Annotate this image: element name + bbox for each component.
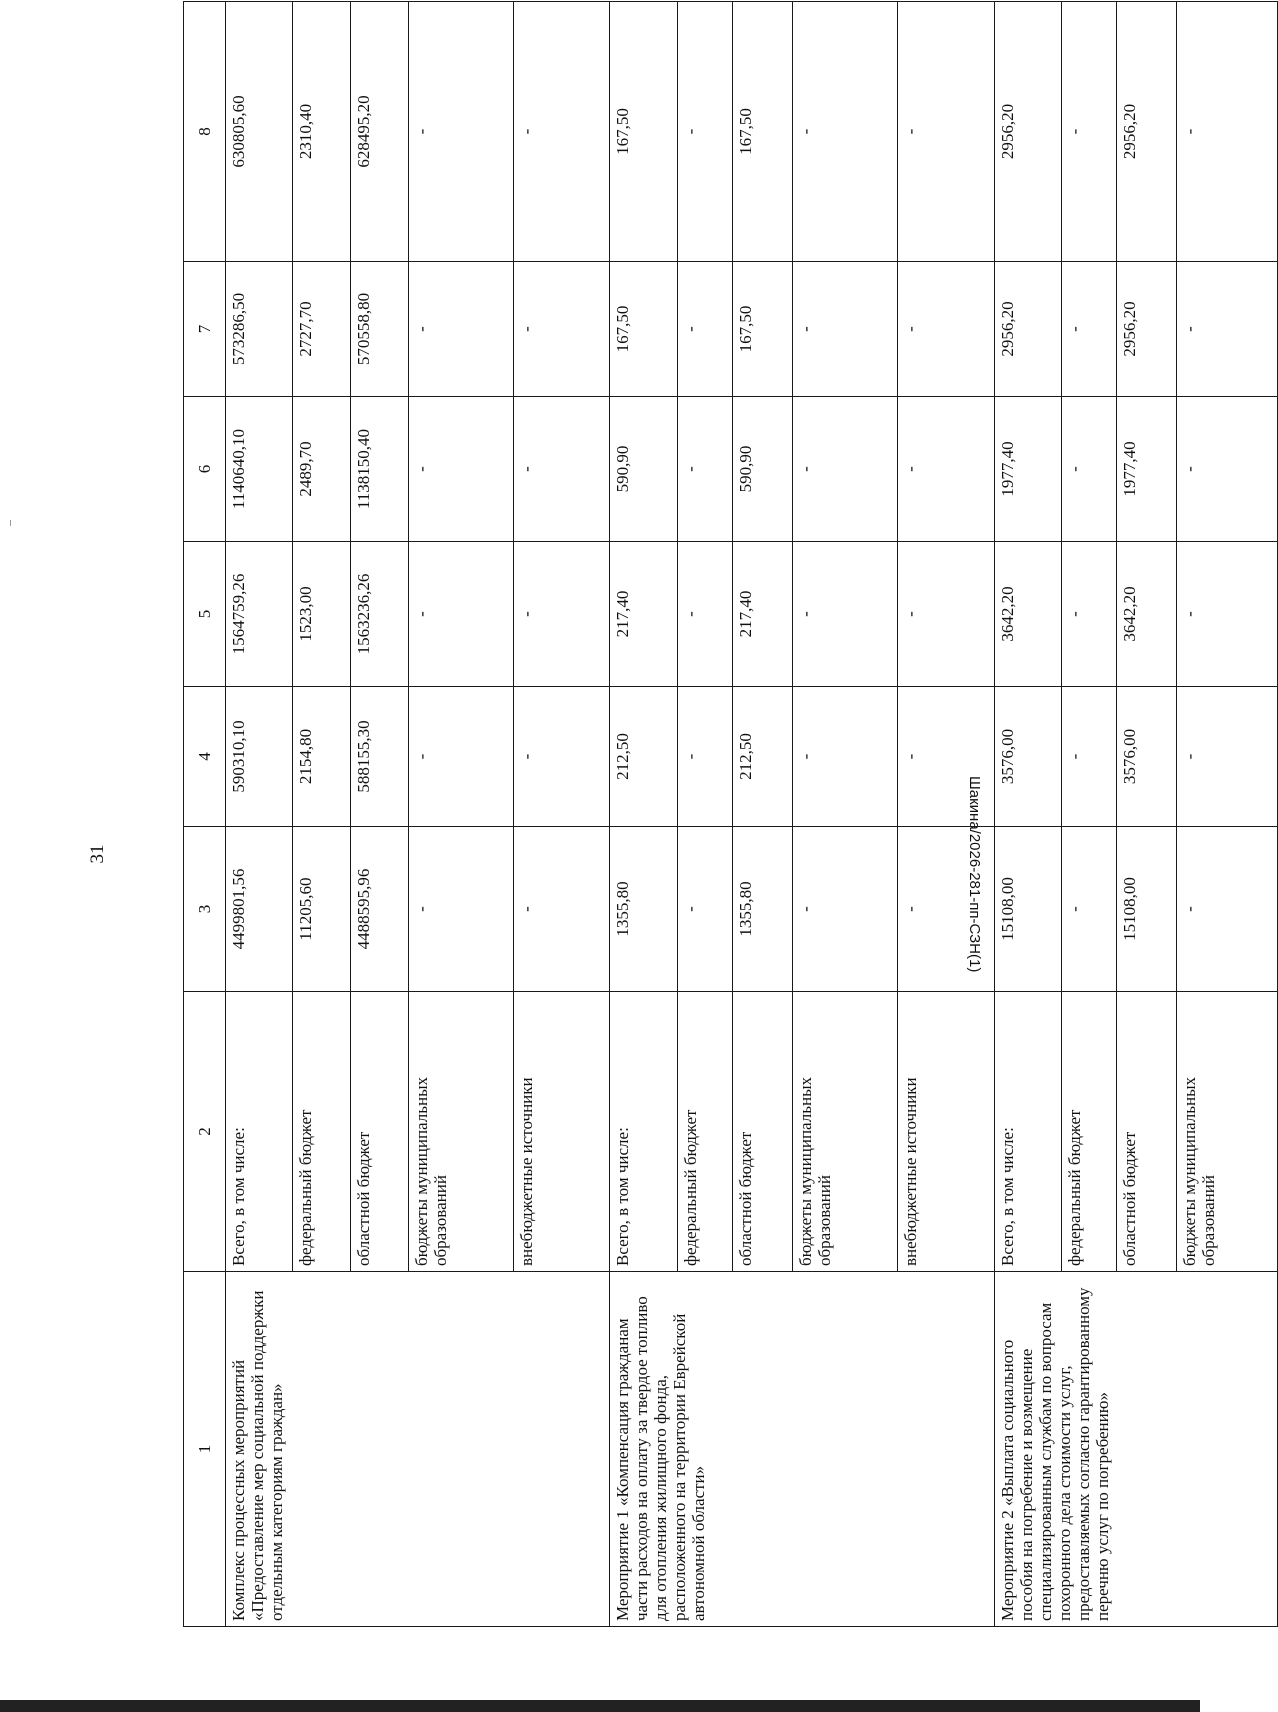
- budget-table-container: [183, 2, 1278, 1627]
- column-header: 3: [184, 827, 226, 992]
- amount-cell: -: [514, 827, 610, 992]
- funding-source-cell: областной бюджет: [1116, 992, 1176, 1272]
- amount-cell: 1138150,40: [350, 397, 408, 542]
- amount-cell: 15108,00: [1116, 827, 1176, 992]
- column-header: 2: [184, 992, 226, 1272]
- funding-source-cell: бюджеты муниципальных образований: [1177, 992, 1278, 1272]
- amount-cell: 628495,20: [350, 2, 408, 262]
- amount-cell: -: [677, 542, 732, 687]
- amount-cell: -: [898, 262, 994, 397]
- amount-cell: -: [677, 262, 732, 397]
- amount-cell: 11205,60: [293, 827, 351, 992]
- funding-source-cell: федеральный бюджет: [677, 992, 732, 1272]
- amount-cell: 2956,20: [994, 2, 1061, 262]
- funding-source-cell: федеральный бюджет: [1061, 992, 1116, 1272]
- page-number: 31: [87, 844, 108, 864]
- amount-cell: -: [792, 687, 898, 827]
- amount-cell: 1355,80: [732, 827, 792, 992]
- column-header: 6: [184, 397, 226, 542]
- amount-cell: -: [792, 542, 898, 687]
- amount-cell: -: [514, 687, 610, 827]
- funding-source-cell: областной бюджет: [350, 992, 408, 1272]
- amount-cell: 2489,70: [293, 397, 351, 542]
- amount-cell: 1523,00: [293, 542, 351, 687]
- amount-cell: -: [1061, 827, 1116, 992]
- amount-cell: 167,50: [610, 262, 677, 397]
- funding-source-cell: Всего, в том числе:: [610, 992, 677, 1272]
- amount-cell: 1977,40: [994, 397, 1061, 542]
- amount-cell: -: [898, 687, 994, 827]
- amount-cell: 590,90: [732, 397, 792, 542]
- column-header: 4: [184, 687, 226, 827]
- amount-cell: -: [408, 687, 514, 827]
- amount-cell: 588155,30: [350, 687, 408, 827]
- column-header: 1: [184, 1272, 226, 1627]
- amount-cell: -: [677, 687, 732, 827]
- amount-cell: 167,50: [732, 2, 792, 262]
- amount-cell: -: [792, 397, 898, 542]
- event-name-cell: Мероприятие 2 «Выплата социального пособия на погребение и возмещение специализированным службам по вопросам похоронного дела стоимости услуг, предоставляемых согласно гарантированному перечню услуг по погребению»: [994, 1272, 1278, 1627]
- amount-cell: 2154,80: [293, 687, 351, 827]
- amount-cell: -: [898, 542, 994, 687]
- amount-cell: 2956,20: [1116, 262, 1176, 397]
- amount-cell: -: [1177, 2, 1278, 262]
- amount-cell: -: [1177, 827, 1278, 992]
- amount-cell: 4488595,96: [350, 827, 408, 992]
- amount-cell: 573286,50: [226, 262, 293, 397]
- funding-source-cell: Всего, в том числе:: [226, 992, 293, 1272]
- amount-cell: -: [1177, 397, 1278, 542]
- amount-cell: 2956,20: [1116, 2, 1176, 262]
- table-row: [226, 2, 293, 1627]
- scan-bottom-edge: [0, 1700, 1200, 1712]
- amount-cell: 1140640,10: [226, 397, 293, 542]
- column-header: 5: [184, 542, 226, 687]
- amount-cell: 1564759,26: [226, 542, 293, 687]
- amount-cell: -: [408, 827, 514, 992]
- amount-cell: -: [514, 2, 610, 262]
- amount-cell: 167,50: [732, 262, 792, 397]
- amount-cell: -: [677, 2, 732, 262]
- amount-cell: -: [408, 542, 514, 687]
- funding-source-cell: внебюджетные источники: [898, 992, 994, 1272]
- amount-cell: -: [898, 2, 994, 262]
- funding-source-cell: внебюджетные источники: [514, 992, 610, 1272]
- funding-source-cell: бюджеты муниципальных образований: [792, 992, 898, 1272]
- funding-source-cell: областной бюджет: [732, 992, 792, 1272]
- document-code: Шакина/2026-281-пп-СЗН(1): [966, 776, 983, 973]
- table-header-row: [184, 2, 226, 1627]
- amount-cell: 630805,60: [226, 2, 293, 262]
- table-row: [994, 2, 1061, 1627]
- scan-artifact: [10, 520, 11, 526]
- column-header: 8: [184, 2, 226, 262]
- amount-cell: -: [1061, 542, 1116, 687]
- amount-cell: 3576,00: [994, 687, 1061, 827]
- amount-cell: -: [1061, 687, 1116, 827]
- amount-cell: 590,90: [610, 397, 677, 542]
- amount-cell: -: [898, 397, 994, 542]
- amount-cell: 217,40: [610, 542, 677, 687]
- amount-cell: 570558,80: [350, 262, 408, 397]
- amount-cell: 15108,00: [994, 827, 1061, 992]
- amount-cell: 217,40: [732, 542, 792, 687]
- amount-cell: 167,50: [610, 2, 677, 262]
- amount-cell: -: [408, 262, 514, 397]
- amount-cell: -: [1061, 397, 1116, 542]
- amount-cell: 2956,20: [994, 262, 1061, 397]
- amount-cell: -: [677, 827, 732, 992]
- budget-table: [183, 1, 1278, 1627]
- event-name-cell: Мероприятие 1 «Компенсация гражданам части расходов на оплату за твердое топливо для отопления жилищного фонда, расположенного на территории Еврейской автономной области»: [610, 1272, 994, 1627]
- amount-cell: 3576,00: [1116, 687, 1176, 827]
- table-row: [610, 2, 677, 1627]
- amount-cell: 1355,80: [610, 827, 677, 992]
- amount-cell: -: [792, 827, 898, 992]
- amount-cell: 2727,70: [293, 262, 351, 397]
- amount-cell: -: [792, 2, 898, 262]
- amount-cell: -: [514, 262, 610, 397]
- amount-cell: 3642,20: [1116, 542, 1176, 687]
- amount-cell: 590310,10: [226, 687, 293, 827]
- amount-cell: 2310,40: [293, 2, 351, 262]
- amount-cell: -: [408, 2, 514, 262]
- amount-cell: 1977,40: [1116, 397, 1176, 542]
- amount-cell: -: [408, 397, 514, 542]
- amount-cell: -: [1061, 262, 1116, 397]
- event-name-cell: Комплекс процессных мероприятий «Предоставление мер социальной поддержки отдельным категориям граждан»: [226, 1272, 610, 1627]
- amount-cell: -: [1177, 542, 1278, 687]
- funding-source-cell: Всего, в том числе:: [994, 992, 1061, 1272]
- amount-cell: 4499801,56: [226, 827, 293, 992]
- amount-cell: 212,50: [610, 687, 677, 827]
- amount-cell: -: [677, 397, 732, 542]
- funding-source-cell: федеральный бюджет: [293, 992, 351, 1272]
- amount-cell: -: [1177, 262, 1278, 397]
- funding-source-cell: бюджеты муниципальных образований: [408, 992, 514, 1272]
- amount-cell: -: [1061, 2, 1116, 262]
- amount-cell: -: [514, 542, 610, 687]
- amount-cell: 3642,20: [994, 542, 1061, 687]
- column-header: 7: [184, 262, 226, 397]
- amount-cell: -: [898, 827, 994, 992]
- amount-cell: -: [792, 262, 898, 397]
- amount-cell: 212,50: [732, 687, 792, 827]
- amount-cell: -: [514, 397, 610, 542]
- amount-cell: -: [1177, 687, 1278, 827]
- amount-cell: 1563236,26: [350, 542, 408, 687]
